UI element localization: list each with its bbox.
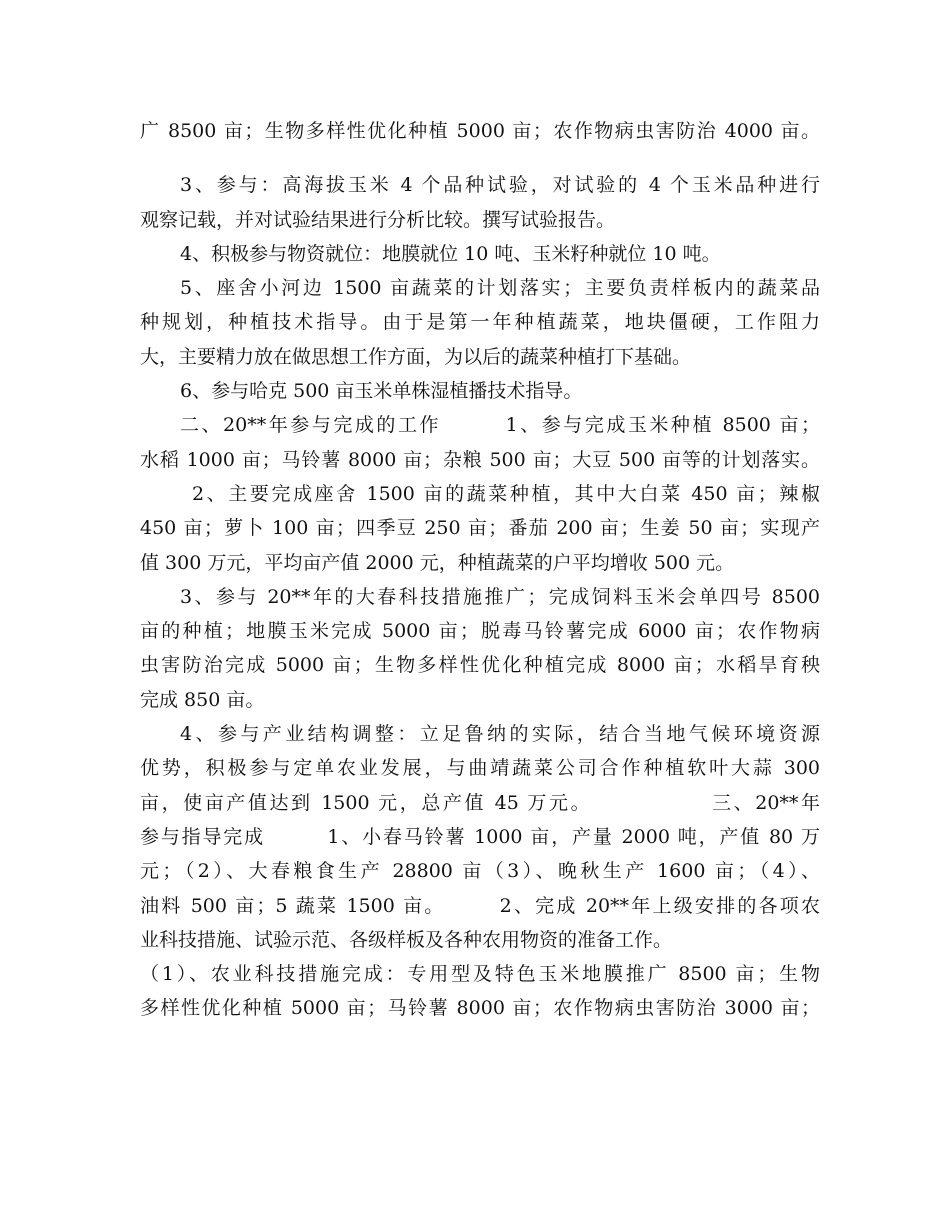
text-line-8: 6、参与哈克 500 亩玉米单株湿植播技术指导。 — [180, 380, 583, 403]
text-line-5: 5、座舍小河边 1500 亩蔬菜的计划落实；主要负责样板内的蔬菜品 — [180, 277, 820, 300]
text-line-6: 种规划，种植技术指导。由于是第一年种植蔬菜，地块僵硬，工作阻力 — [140, 311, 820, 334]
text-line-23: 油料 500 亩；5 蔬菜 1500 亩。 2、完成 20**年上级安排的各项农 — [140, 894, 820, 917]
text-line-10: 水稻 1000 亩；马铃薯 8000 亩；杂粮 500 亩；大豆 500 亩等的计划落实。 — [140, 448, 820, 471]
text-line-2: 3、参与：高海拔玉米 4 个品种试验，对试验的 4 个玉米品种进行 — [180, 174, 820, 197]
text-line-20: 亩，使亩产值达到 1500 元，总产值 45 万元。 三、20**年 — [140, 791, 820, 814]
text-line-11: 2、主要完成座舍 1500 亩的蔬菜种植，其中大白菜 450 亩；辣椒 — [192, 482, 820, 505]
text-line-9: 二、20**年参与完成的工作 1、参与完成玉米种植 8500 亩； — [180, 414, 820, 437]
text-line-13: 值 300 万元，平均亩产值 2000 元，种植蔬菜的户平均增收 500 元。 — [140, 551, 735, 574]
text-line-7: 大，主要精力放在做思想工作方面，为以后的蔬菜种植打下基础。 — [140, 345, 692, 368]
text-line-4: 4、积极参与物资就位：地膜就位 10 吨、玉米籽种就位 10 吨。 — [180, 242, 721, 265]
text-line-21: 参与指导完成 1、小春马铃薯 1000 亩，产量 2000 吨，产值 80 万 — [140, 825, 820, 848]
text-line-16: 虫害防治完成 5000 亩；生物多样性优化种植完成 8000 亩；水稻旱育秧 — [140, 654, 820, 677]
text-line-3: 观察记载，并对试验结果进行分析比较。撰写试验报告。 — [140, 208, 616, 231]
text-line-18: 4、参与产业结构调整：立足鲁纳的实际，结合当地气候环境资源 — [180, 723, 820, 746]
text-line-1: 广 8500 亩；生物多样性优化种植 5000 亩；农作物病虫害防治 4000 亩。 — [140, 120, 820, 142]
text-line-12: 450 亩；萝卜 100 亩；四季豆 250 亩；番茄 200 亩；生姜 50 亩；实现产 — [140, 517, 820, 540]
text-line-25: （1）、农业科技措施完成：专用型及特色玉米地膜推广 8500 亩；生物 — [140, 963, 820, 986]
text-line-15: 亩的种植；地膜玉米完成 5000 亩；脱毒马铃薯完成 6000 亩；农作物病 — [140, 620, 820, 643]
text-line-14: 3、参与 20**年的大春科技措施推广；完成饲料玉米会单四号 8500 — [180, 585, 820, 608]
text-line-24: 业科技措施、试验示范、各级样板及各种农用物资的准备工作。 — [140, 928, 673, 951]
text-line-17: 完成 850 亩。 — [140, 688, 265, 711]
text-line-19: 优势，积极参与定单农业发展，与曲靖蔬菜公司合作种植软叶大蒜 300 — [140, 757, 820, 780]
text-line-22: 元；（2）、大春粮食生产 28800 亩（3）、晚秋生产 1600 亩；（4）、 — [140, 860, 820, 883]
text-line-26: 多样性优化种植 5000 亩；马铃薯 8000 亩；农作物病虫害防治 3000 亩； — [140, 997, 820, 1020]
document-page — [140, 114, 820, 1026]
